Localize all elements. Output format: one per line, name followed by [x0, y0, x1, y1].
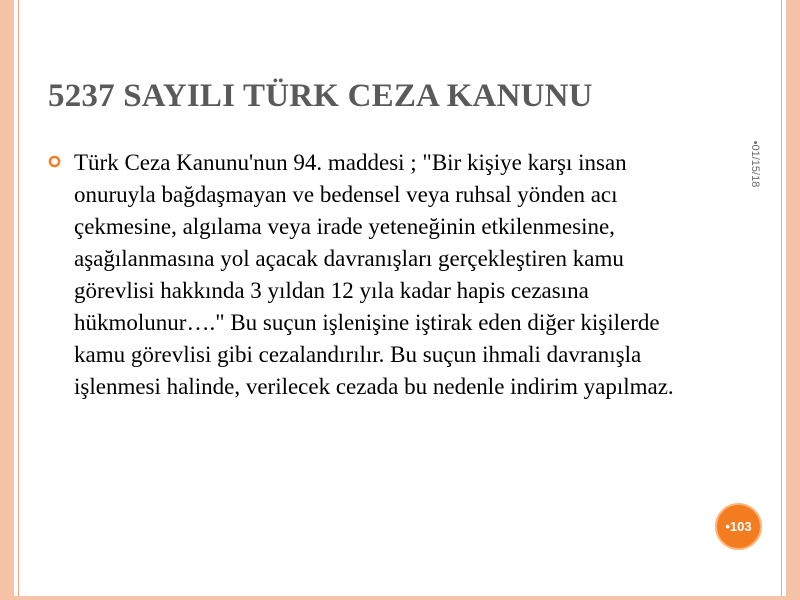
date-label	[735, 134, 775, 194]
right-border-decoration	[786, 0, 800, 600]
slide-title: 5237 SAYILI TÜRK CEZA KANUNU	[48, 78, 593, 114]
bullet-text: Türk Ceza Kanunu'nun 94. maddesi ; "Bir kişiye karşı insan onuruyla bağdaşmayan ve bedensel veya ruhsal yönden acı çekmesine, algılama veya irade yeteneğinin etkilenmesine, aşağılanmasına yol açacak davranışları gerçekleştiren kamu görevlisi hakkında 3 yıldan 12 yıla kadar hapis cezasına hükmolunur…." Bu suçun işlenişine iştirak eden diğer kişilerde kamu görevlisi gibi cezalandırılır. Bu suçun ihmali davranışla işlenmesi halinde, verilecek cezada bu nedenle indirim yapılmaz.	[74, 150, 674, 399]
left-border-line	[18, 0, 19, 600]
circle-bullet-icon	[48, 155, 61, 168]
right-border-line	[781, 0, 782, 600]
left-border-decoration	[0, 0, 14, 600]
bullet-item	[48, 147, 688, 403]
bottom-border-decoration	[0, 596, 800, 600]
slide-body	[48, 147, 688, 403]
page-number-badge: •103	[715, 503, 762, 550]
date-text: •01/15/18	[749, 140, 761, 188]
